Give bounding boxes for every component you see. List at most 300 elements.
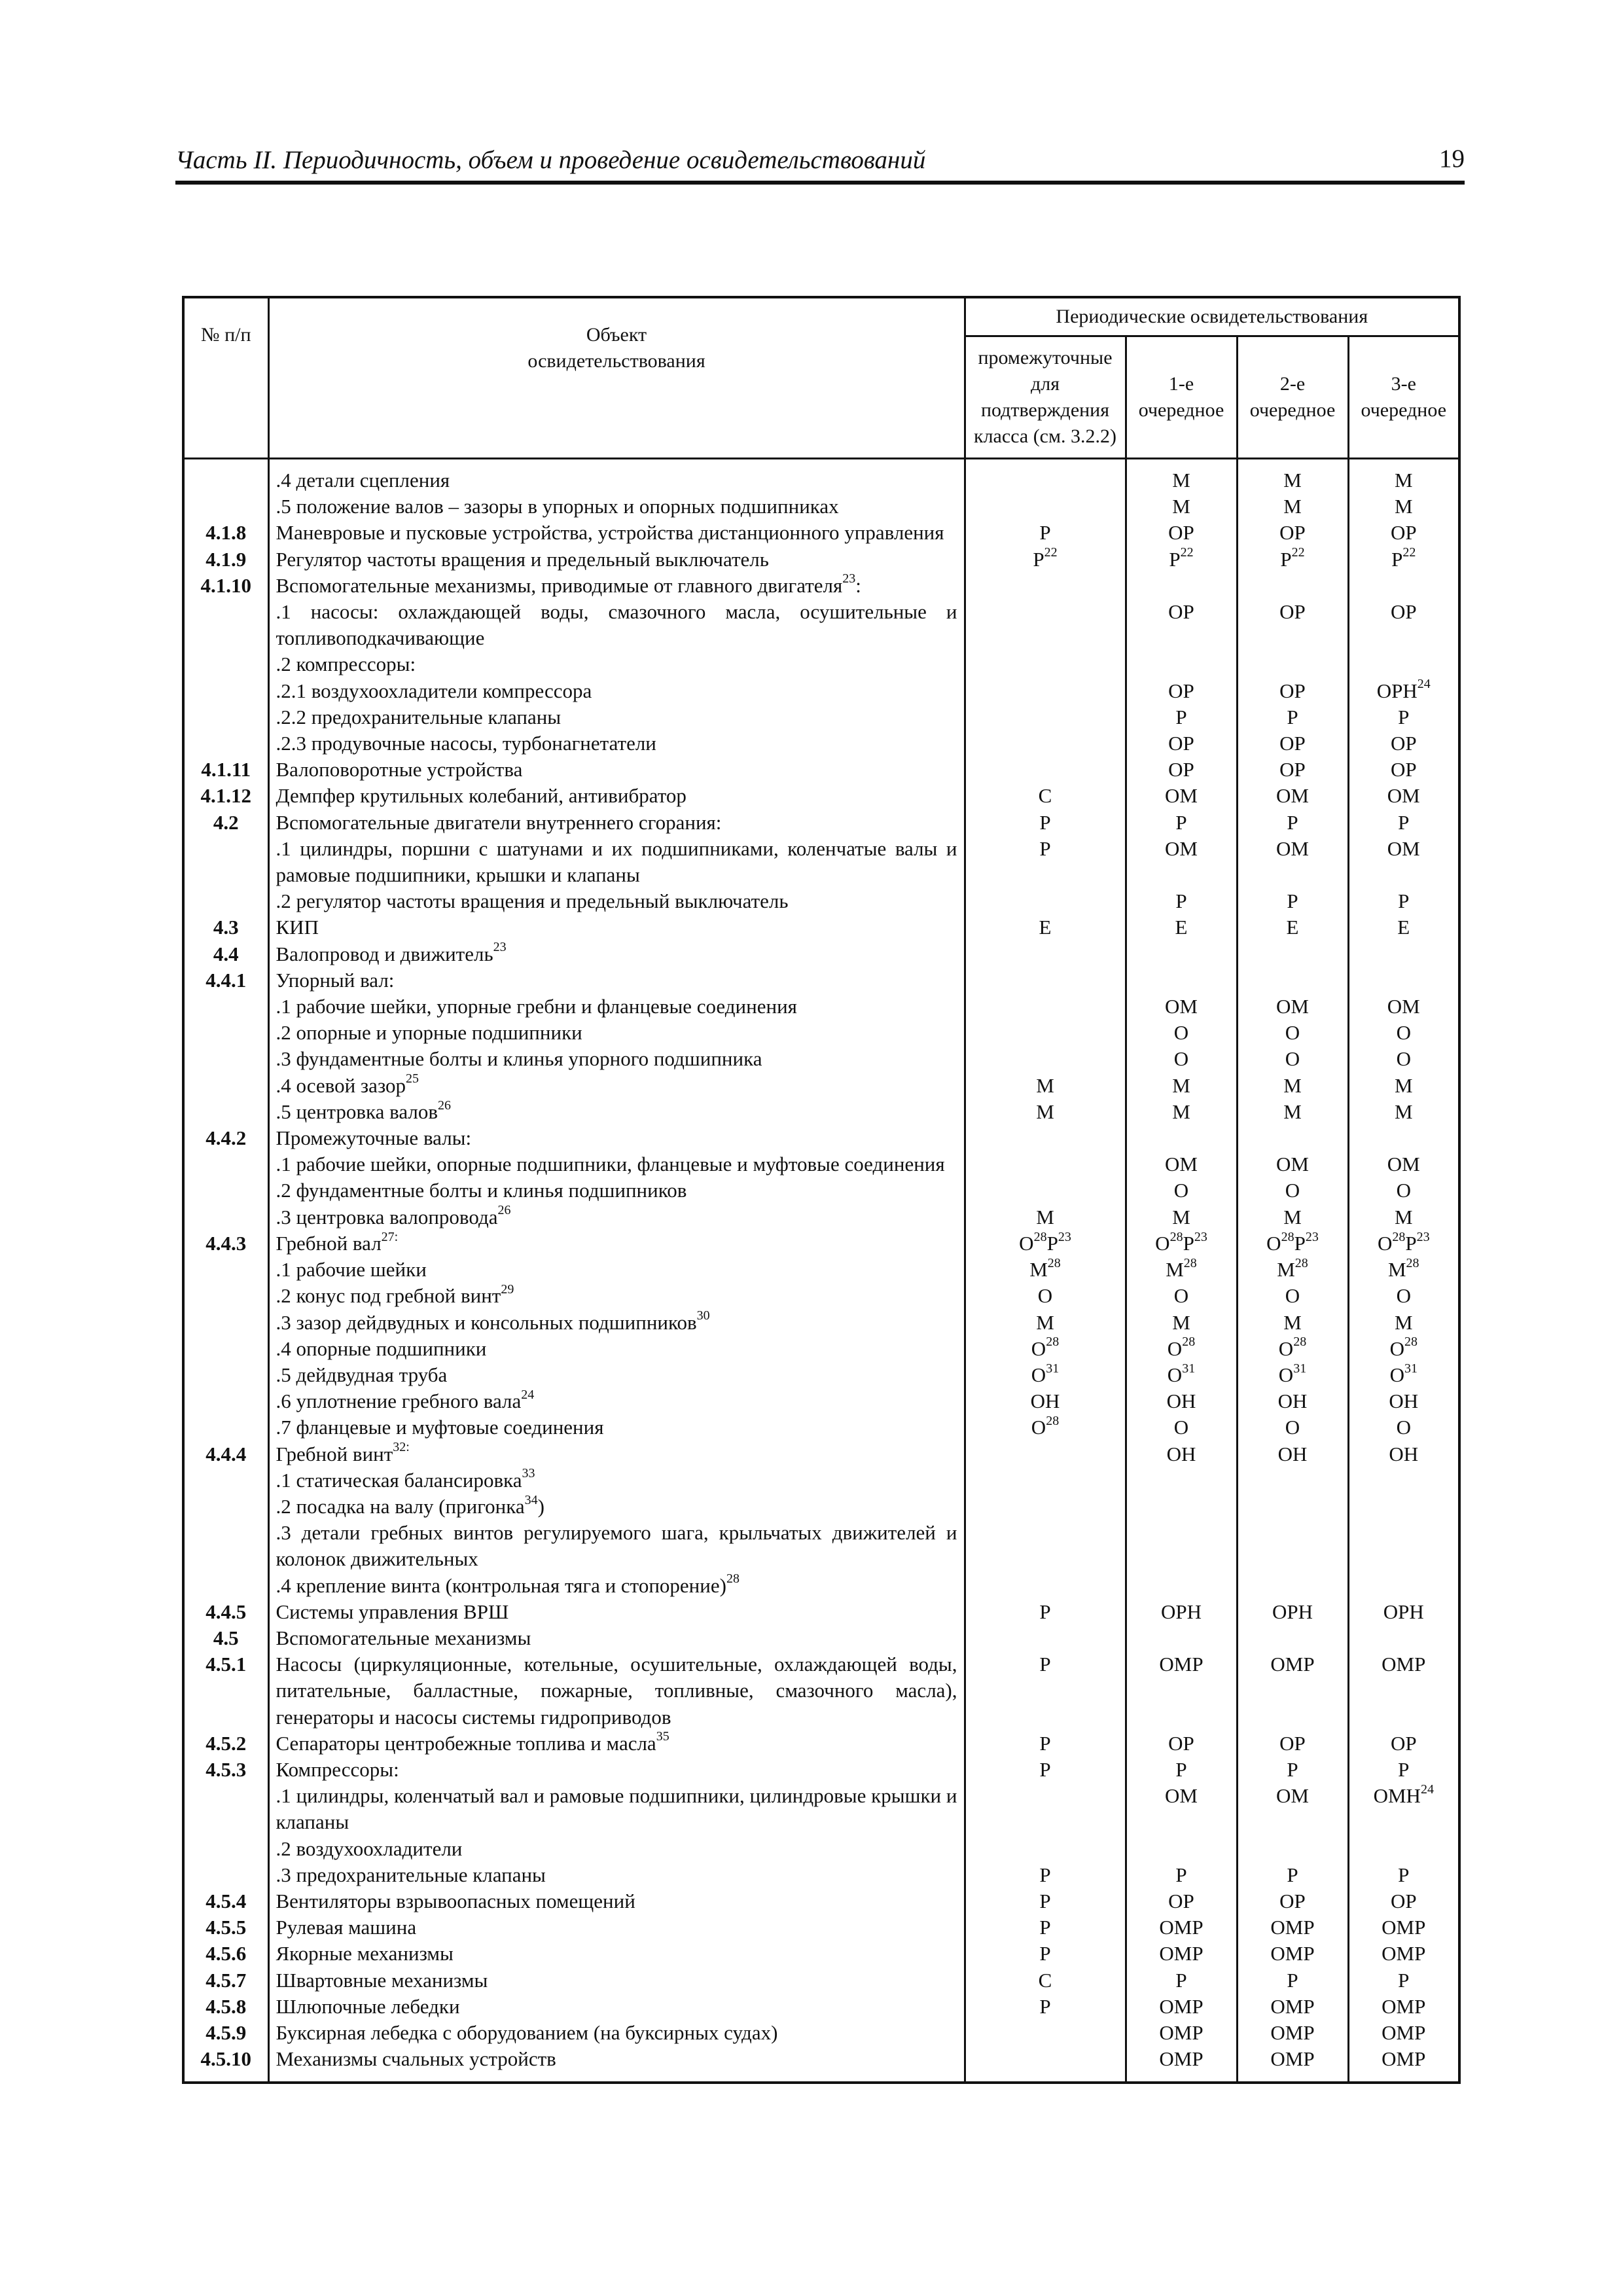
col-header-object-line1: Объект: [586, 324, 647, 346]
table-row: [183, 1257, 1459, 1283]
row-intermediate: [965, 573, 1126, 599]
row-object: .5 дейдвудная труба: [268, 1362, 965, 1388]
row-object: Буксирная лебедка с оборудованием (на буксирных судах): [268, 2020, 965, 2046]
row-first: Р: [1126, 810, 1237, 836]
table-row: [183, 2020, 1459, 2046]
row-object: Валопровод и движитель$^{23}$: [268, 941, 965, 967]
col-header-object-line2: освидетельствования: [527, 350, 705, 372]
row-intermediate: М: [965, 1099, 1126, 1125]
row-third: ОМ: [1348, 1151, 1459, 1177]
row-first: [1126, 1125, 1237, 1151]
row-third: Р: [1348, 1757, 1459, 1783]
row-number: [183, 1046, 268, 1072]
row-object: .2 регулятор частоты вращения и предельный выключатель: [268, 888, 965, 914]
row-first: [1126, 1836, 1237, 1862]
row-intermediate: ОН: [965, 1388, 1126, 1414]
row-object: Сепараторы центробежные топлива и масла$^{35}$: [268, 1731, 965, 1757]
row-third: $О^{28}$: [1348, 1336, 1459, 1362]
row-third: ОР: [1348, 730, 1459, 757]
row-intermediate: М: [965, 1073, 1126, 1099]
row-intermediate: [965, 1151, 1126, 1177]
table-row: [183, 730, 1459, 757]
row-intermediate: [965, 1783, 1126, 1835]
row-object: .2 посадка на валу (пригонка$^{34}$): [268, 1494, 965, 1520]
row-object: Компрессоры:: [268, 1757, 965, 1783]
row-second: ОН: [1237, 1388, 1348, 1414]
row-second: [1237, 1467, 1348, 1494]
row-number: [183, 1099, 268, 1125]
table-row: [183, 914, 1459, 941]
row-number: [183, 1336, 268, 1362]
row-intermediate: [965, 599, 1126, 651]
row-second: ОМ: [1237, 1783, 1348, 1835]
row-third: ОМ: [1348, 994, 1459, 1020]
row-number: [183, 1177, 268, 1204]
table-row: [183, 493, 1459, 520]
table-row: [183, 757, 1459, 783]
table-row: [183, 1520, 1459, 1572]
row-first: ОН: [1126, 1441, 1237, 1467]
row-intermediate: Р: [965, 1888, 1126, 1914]
row-object: Якорные механизмы: [268, 1941, 965, 1967]
row-third: ОРН: [1348, 1599, 1459, 1625]
table-row: [183, 704, 1459, 730]
row-third: ОР: [1348, 1731, 1459, 1757]
row-intermediate: [965, 1046, 1126, 1072]
row-second: Р: [1237, 888, 1348, 914]
row-object: .2 фундаментные болты и клинья подшипников: [268, 1177, 965, 1204]
row-first: М: [1126, 1204, 1237, 1230]
table-row: [183, 1177, 1459, 1204]
table-row: [183, 1125, 1459, 1151]
row-number: 4.5.7: [183, 1967, 268, 1994]
row-number: [183, 651, 268, 677]
row-third: ОРН$^{24}$: [1348, 678, 1459, 704]
row-third: [1348, 1494, 1459, 1520]
row-object: Вспомогательные механизмы, приводимые от главного двигателя$^{23}$:: [268, 573, 965, 599]
row-number: [183, 1020, 268, 1046]
col-header-number: № п/п: [183, 297, 268, 459]
table-row: [183, 1625, 1459, 1651]
row-intermediate: [965, 1520, 1126, 1572]
row-number: [183, 1573, 268, 1599]
row-number: [183, 493, 268, 520]
table-row: [183, 1204, 1459, 1230]
table-row: [183, 1836, 1459, 1862]
row-object: .3 детали гребных винтов регулируемого шага, крыльчатых движителей и колонок движительных: [268, 1520, 965, 1572]
table-row: [183, 1099, 1459, 1125]
row-intermediate: [965, 888, 1126, 914]
row-third: Р: [1348, 1967, 1459, 1994]
row-first: ОМ: [1126, 1783, 1237, 1835]
page-number: 19: [1439, 145, 1465, 173]
table-row: [183, 1414, 1459, 1441]
row-number: 4.5: [183, 1625, 268, 1651]
table-body: [183, 459, 1459, 2083]
row-second: ОН: [1237, 1441, 1348, 1467]
row-first: ОМ: [1126, 783, 1237, 809]
col-header-first: 1-е очередное: [1126, 336, 1237, 459]
row-first: Е: [1126, 914, 1237, 941]
row-first: ОР: [1126, 678, 1237, 704]
row-intermediate: [965, 1836, 1126, 1862]
row-intermediate: [965, 730, 1126, 757]
row-intermediate: $О^{28}$: [965, 1414, 1126, 1441]
row-object: Упорный вал:: [268, 967, 965, 994]
row-second: О: [1237, 1283, 1348, 1309]
row-intermediate: Р: [965, 1731, 1126, 1757]
row-second: О: [1237, 1177, 1348, 1204]
row-intermediate: Р: [965, 836, 1126, 888]
row-third: М: [1348, 459, 1459, 494]
row-third: М: [1348, 1310, 1459, 1336]
row-second: О: [1237, 1020, 1348, 1046]
row-intermediate: [965, 1020, 1126, 1046]
row-number: [183, 678, 268, 704]
row-object: .2.3 продувочные насосы, турбонагнетатели: [268, 730, 965, 757]
running-title: Часть II. Периодичность, объем и проведение освидетельствований: [175, 146, 926, 174]
row-intermediate: Е: [965, 914, 1126, 941]
row-intermediate: [965, 1441, 1126, 1467]
table-row: [183, 1651, 1459, 1731]
row-first: О: [1126, 1283, 1237, 1309]
row-second: [1237, 1573, 1348, 1599]
row-number: 4.4.2: [183, 1125, 268, 1151]
row-second: $Р^{22}$: [1237, 547, 1348, 573]
col-header-intermediate: промежуточные для подтверждения класса (см. 3.2.2): [965, 336, 1126, 459]
table-row: [183, 1362, 1459, 1388]
row-object: Швартовные механизмы: [268, 1967, 965, 1994]
row-third: ОР: [1348, 757, 1459, 783]
row-second: $О^{28}$: [1237, 1336, 1348, 1362]
row-second: Р: [1237, 1967, 1348, 1994]
row-second: ОМ: [1237, 783, 1348, 809]
row-number: 4.1.8: [183, 520, 268, 546]
row-first: ОМ: [1126, 836, 1237, 888]
row-object: .1 цилиндры, поршни с шатунами и их подшипниками, коленчатые валы и рамовые подшипники, крышки и клапаны: [268, 836, 965, 888]
row-second: $О^{31}$: [1237, 1362, 1348, 1388]
row-second: ОМ: [1237, 1151, 1348, 1177]
row-third: ОМР: [1348, 1914, 1459, 1941]
row-object: Маневровые и пусковые устройства, устройства дистанционного управления: [268, 520, 965, 546]
row-third: $Р^{22}$: [1348, 547, 1459, 573]
row-intermediate: Р: [965, 520, 1126, 546]
row-number: [183, 730, 268, 757]
row-intermediate: $О^{31}$: [965, 1362, 1126, 1388]
row-intermediate: О: [965, 1283, 1126, 1309]
table-row: [183, 678, 1459, 704]
row-object: Гребной вал$^{27:}$: [268, 1230, 965, 1257]
table-row: [183, 1967, 1459, 1994]
table-row: [183, 1862, 1459, 1888]
row-third: М: [1348, 1099, 1459, 1125]
table-row: [183, 1467, 1459, 1494]
row-third: [1348, 941, 1459, 967]
row-object: .3 центровка валопровода$^{26}$: [268, 1204, 965, 1230]
row-third: [1348, 1836, 1459, 1862]
row-object: .2.1 воздухоохладители компрессора: [268, 678, 965, 704]
row-object: .3 фундаментные болты и клинья упорного подшипника: [268, 1046, 965, 1072]
row-number: 4.2: [183, 810, 268, 836]
row-second: [1237, 573, 1348, 599]
row-object: Рулевая машина: [268, 1914, 965, 1941]
row-number: [183, 1388, 268, 1414]
row-second: [1237, 967, 1348, 994]
table-row: [183, 1283, 1459, 1309]
row-third: М: [1348, 1204, 1459, 1230]
row-second: ОМР: [1237, 1941, 1348, 1967]
row-intermediate: Р: [965, 1757, 1126, 1783]
row-intermediate: [965, 459, 1126, 494]
table-row: [183, 1994, 1459, 2020]
row-number: 4.5.3: [183, 1757, 268, 1783]
row-first: ОР: [1126, 1731, 1237, 1757]
row-number: 4.4.3: [183, 1230, 268, 1257]
table-row: [183, 1573, 1459, 1599]
row-second: [1237, 651, 1348, 677]
table-row: [183, 599, 1459, 651]
table-row: [183, 1783, 1459, 1835]
row-intermediate: [965, 1467, 1126, 1494]
row-object: .1 насосы: охлаждающей воды, смазочного масла, осушительные и топливоподкачивающие: [268, 599, 965, 651]
row-object: Промежуточные валы:: [268, 1125, 965, 1151]
row-number: [183, 1362, 268, 1388]
row-third: М: [1348, 1073, 1459, 1099]
col-header-group: Периодические освидетельствования: [965, 297, 1459, 336]
row-second: ОР: [1237, 599, 1348, 651]
row-number: [183, 1204, 268, 1230]
row-first: $О^{28}$: [1126, 1336, 1237, 1362]
table-row: [183, 1388, 1459, 1414]
row-first: ОМР: [1126, 1941, 1237, 1967]
row-second: Р: [1237, 704, 1348, 730]
row-intermediate: [965, 2046, 1126, 2083]
row-first: $М^{28}$: [1126, 1257, 1237, 1283]
row-third: Р: [1348, 704, 1459, 730]
row-number: [183, 994, 268, 1020]
row-object: .2 компрессоры:: [268, 651, 965, 677]
table-row: [183, 810, 1459, 836]
row-object: .5 центровка валов$^{26}$: [268, 1099, 965, 1125]
table-row: [183, 2046, 1459, 2083]
row-number: 4.3: [183, 914, 268, 941]
row-number: [183, 836, 268, 888]
row-third: ОМ: [1348, 783, 1459, 809]
row-object: Механизмы счальных устройств: [268, 2046, 965, 2083]
row-object: Вентиляторы взрывоопасных помещений: [268, 1888, 965, 1914]
table-row: [183, 1441, 1459, 1467]
row-intermediate: [965, 651, 1126, 677]
row-first: ОР: [1126, 730, 1237, 757]
row-first: О: [1126, 1046, 1237, 1072]
row-second: [1237, 1836, 1348, 1862]
table-row: [183, 967, 1459, 994]
row-number: 4.4.5: [183, 1599, 268, 1625]
row-number: 4.1.10: [183, 573, 268, 599]
row-first: Р: [1126, 1757, 1237, 1783]
row-object: .1 рабочие шейки, опорные подшипники, фланцевые и муфтовые соединения: [268, 1151, 965, 1177]
row-number: [183, 1783, 268, 1835]
row-number: 4.5.10: [183, 2046, 268, 2083]
row-intermediate: Р: [965, 810, 1126, 836]
row-object: .6 уплотнение гребного вала$^{24}$: [268, 1388, 965, 1414]
row-first: ОМ: [1126, 1151, 1237, 1177]
row-intermediate: [965, 493, 1126, 520]
row-number: [183, 1310, 268, 1336]
row-object: .4 детали сцепления: [268, 459, 965, 494]
row-object: Шлюпочные лебедки: [268, 1994, 965, 2020]
row-first: $О^{31}$: [1126, 1362, 1237, 1388]
row-intermediate: Р: [965, 1862, 1126, 1888]
row-third: ОМН$^{24}$: [1348, 1783, 1459, 1835]
row-object: Вспомогательные двигатели внутреннего сгорания:: [268, 810, 965, 836]
row-second: М: [1237, 1204, 1348, 1230]
row-first: ОН: [1126, 1388, 1237, 1414]
row-first: $О^{28}Р^{23}$: [1126, 1230, 1237, 1257]
row-object: .5 положение валов – зазоры в упорных и опорных подшипниках: [268, 493, 965, 520]
row-second: М: [1237, 1310, 1348, 1336]
row-third: $М^{28}$: [1348, 1257, 1459, 1283]
table-row: [183, 1599, 1459, 1625]
row-number: 4.1.11: [183, 757, 268, 783]
row-third: М: [1348, 493, 1459, 520]
row-second: М: [1237, 459, 1348, 494]
row-first: ОР: [1126, 1888, 1237, 1914]
row-third: [1348, 1573, 1459, 1599]
row-first: О: [1126, 1414, 1237, 1441]
col-header-third: 3-е очередное: [1348, 336, 1459, 459]
row-third: ОМР: [1348, 2046, 1459, 2083]
row-first: ОМР: [1126, 1651, 1237, 1731]
row-intermediate: Р: [965, 1651, 1126, 1731]
row-object: Вспомогательные механизмы: [268, 1625, 965, 1651]
row-second: [1237, 1494, 1348, 1520]
row-first: М: [1126, 493, 1237, 520]
row-first: О: [1126, 1020, 1237, 1046]
row-second: ОМ: [1237, 836, 1348, 888]
row-first: Р: [1126, 1967, 1237, 1994]
row-first: [1126, 573, 1237, 599]
row-third: О: [1348, 1046, 1459, 1072]
row-first: О: [1126, 1177, 1237, 1204]
row-second: ОР: [1237, 1888, 1348, 1914]
row-third: [1348, 1625, 1459, 1651]
table-row: [183, 1941, 1459, 1967]
row-intermediate: [965, 941, 1126, 967]
row-intermediate: [965, 757, 1126, 783]
row-first: ОМР: [1126, 2020, 1237, 2046]
row-third: Р: [1348, 1862, 1459, 1888]
table-row: [183, 1888, 1459, 1914]
table-row: [183, 1230, 1459, 1257]
row-second: ОМР: [1237, 1994, 1348, 2020]
row-second: [1237, 1520, 1348, 1572]
row-first: [1126, 1573, 1237, 1599]
col-header-second: 2-е очередное: [1237, 336, 1348, 459]
row-third: О: [1348, 1414, 1459, 1441]
row-intermediate: С: [965, 783, 1126, 809]
row-number: 4.5.2: [183, 1731, 268, 1757]
table-row: [183, 994, 1459, 1020]
row-number: 4.1.12: [183, 783, 268, 809]
row-third: ОМР: [1348, 1651, 1459, 1731]
row-second: ОМР: [1237, 2046, 1348, 2083]
row-intermediate: М: [965, 1204, 1126, 1230]
row-first: [1126, 1467, 1237, 1494]
row-second: Р: [1237, 1862, 1348, 1888]
row-intermediate: [965, 1625, 1126, 1651]
row-third: ОМР: [1348, 1941, 1459, 1967]
row-third: О: [1348, 1177, 1459, 1204]
row-number: 4.1.9: [183, 547, 268, 573]
row-object: .4 крепление винта (контрольная тяга и стопорение)$^{28}$: [268, 1573, 965, 1599]
row-second: М: [1237, 1099, 1348, 1125]
row-first: Р: [1126, 704, 1237, 730]
row-number: 4.4.4: [183, 1441, 268, 1467]
row-second: ОМ: [1237, 994, 1348, 1020]
row-number: [183, 1494, 268, 1520]
row-second: ОМР: [1237, 1651, 1348, 1731]
row-object: Регулятор частоты вращения и предельный выключатель: [268, 547, 965, 573]
row-first: М: [1126, 1310, 1237, 1336]
table-row: [183, 651, 1459, 677]
row-first: Р: [1126, 1862, 1237, 1888]
row-first: [1126, 651, 1237, 677]
row-second: М: [1237, 1073, 1348, 1099]
table-row: [183, 1494, 1459, 1520]
row-number: 4.5.8: [183, 1994, 268, 2020]
row-number: [183, 1520, 268, 1572]
row-second: [1237, 1625, 1348, 1651]
row-intermediate: [965, 704, 1126, 730]
row-second: Р: [1237, 810, 1348, 836]
row-third: ОН: [1348, 1388, 1459, 1414]
row-object: .2 конус под гребной винт$^{29}$: [268, 1283, 965, 1309]
row-first: М: [1126, 459, 1237, 494]
page-header: [175, 143, 1465, 185]
row-object: .2 опорные и упорные подшипники: [268, 1020, 965, 1046]
row-third: ОМ: [1348, 836, 1459, 888]
row-second: Р: [1237, 1757, 1348, 1783]
row-second: О: [1237, 1046, 1348, 1072]
row-second: [1237, 941, 1348, 967]
row-object: Насосы (циркуляционные, котельные, осушительные, охлаждающей воды, питательные, балластные, пожарные, топливные, смазочного масла), генераторы и насосы системы гидроприводов: [268, 1651, 965, 1731]
row-object: Гребной винт$^{32:}$: [268, 1441, 965, 1467]
row-number: [183, 1862, 268, 1888]
row-object: .1 цилиндры, коленчатый вал и рамовые подшипники, цилиндровые крышки и клапаны: [268, 1783, 965, 1835]
row-third: [1348, 651, 1459, 677]
table-row: [183, 888, 1459, 914]
row-third: [1348, 573, 1459, 599]
row-third: Р: [1348, 888, 1459, 914]
row-object: .4 опорные подшипники: [268, 1336, 965, 1362]
row-first: $Р^{22}$: [1126, 547, 1237, 573]
col-header-object: [268, 297, 965, 459]
row-second: Е: [1237, 914, 1348, 941]
row-first: ОР: [1126, 757, 1237, 783]
row-second: $М^{28}$: [1237, 1257, 1348, 1283]
table-row: [183, 1020, 1459, 1046]
survey-table: [182, 296, 1461, 2084]
row-number: [183, 1467, 268, 1494]
row-number: [183, 704, 268, 730]
row-first: [1126, 941, 1237, 967]
row-third: ОН: [1348, 1441, 1459, 1467]
table-row: [183, 520, 1459, 546]
row-number: 4.5.6: [183, 1941, 268, 1967]
table-head: [183, 297, 1459, 459]
row-number: [183, 1836, 268, 1862]
